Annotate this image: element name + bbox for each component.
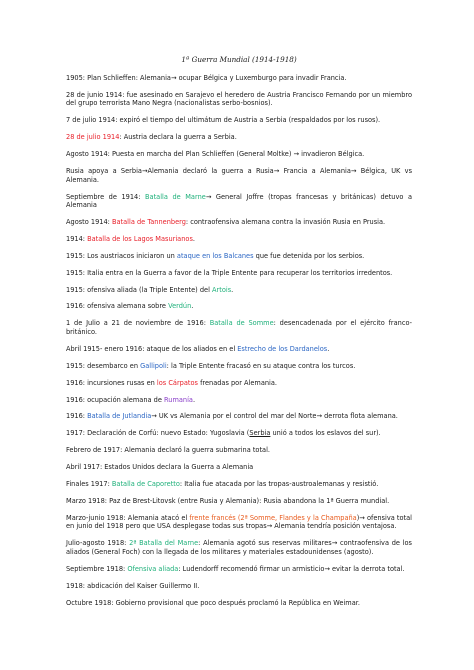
- entry-jutland: 1916: Batalla de Jutlandia→ UK vs Alemania por el control del mar del Norte→ derrota flota alemana.: [66, 412, 398, 421]
- entry-italy-1915: 1915: Italia entra en la Guerra a favor de la Triple Entente para recuperar los territorios irredentos.: [66, 268, 393, 277]
- entry-carpathians: 1916: incursiones rusas en los Cárpatos frenadas por Alemania.: [66, 378, 278, 387]
- arrow-icon: →: [331, 539, 338, 548]
- entry-july-7-1914: 7 de julio 1914: expiró el tiempo del ultimátum de Austria a Serbia (respaldados por los rusos).: [66, 116, 381, 125]
- entry-dardanelles: Abril 1915- enero 1916: ataque de los aliados en el Estrecho de los Dardanelos.: [66, 344, 330, 353]
- entry-june-1914: 28 de junio 1914: fue asesinado en Sarajevo el heredero de Austria Francisco Fernando por un miembro del grupo terrorista Mano Negra (nacionalistas serbo-bosnios).: [66, 90, 412, 108]
- entry-verdun: 1916: ofensiva alemana sobre Verdún.: [66, 302, 194, 311]
- arrow-icon: →: [293, 150, 300, 159]
- entry-artois: 1915: ofensiva aliada (la Triple Entente) del Artois.: [66, 285, 234, 294]
- entry-july-28-1914: 28 de julio 1914: Austria declara la guerra a Serbia.: [66, 133, 237, 142]
- arrow-icon: →: [350, 167, 357, 176]
- entry-aug-1914: Agosto 1914: Puesta en marcha del Plan Schlieffen (General Moltke) → invadieron Bélgica.: [66, 150, 365, 159]
- entry-romania: 1916: ocupación alemana de Rumanía.: [66, 395, 196, 404]
- entry-gallipoli: 1915: desembarco en Gallipoli: la Triple Entente fracasó en su ataque contra los turcos.: [66, 361, 356, 370]
- entry-apr-1917: Abril 1917: Estados Unidos declara la Guerra a Alemania: [66, 463, 254, 472]
- arrow-icon: →: [316, 412, 323, 421]
- document-title: 1ª Guerra Mundial (1914-1918): [181, 55, 297, 64]
- arrow-icon: →: [170, 74, 177, 82]
- arrow-icon: →: [324, 564, 330, 573]
- arrow-icon: →: [273, 167, 280, 176]
- arrow-icon: →: [205, 192, 212, 201]
- entry-russia-serbia: Rusia apoya a Serbia→Alemania declaró la guerra a Rusia→ Francia a Alemania→ Bélgica, UK vs Alemania.: [66, 167, 413, 184]
- entry-caporetto: Finales 1917: Batalla de Caporetto: Italia fue atacada por las tropas-austroalemanas y resistió.: [66, 479, 379, 488]
- entry-kaiser-abdication: 1918: abdicación del Kaiser Guillermo II.: [66, 581, 200, 590]
- entry-spring-offensive: Marzo-junio 1918: Alemania atacó el frente francés (2ª Somme, Flandes y la Champaña)→ ofensiva total en junio del 1918 pero que USA desplegase todas sus tropas→ Alemania tendría posición ventajosa.: [66, 513, 412, 531]
- entry-second-marne: Julio-agosto 1918: 2ª Batalla del Marne: Alemania agotó sus reservas militares→ contraofensiva de los aliados (General Foch) con la llegada de los militares y materiales estadounidenses (agosto).: [66, 539, 412, 556]
- entry-tannenberg: Agosto 1914: Batalla de Tannenberg: contraofensiva alemana contra la invasión Rusia en Prusia.: [66, 218, 386, 227]
- entry-allied-offensive: Septiembre 1918: Ofensiva aliada: Ludendorff recomendó firmar un armisticio→ evitar la derrota total.: [66, 564, 405, 573]
- entry-masurian-lakes: 1914: Batalla de los Lagos Masurianos.: [66, 234, 195, 243]
- entry-1905: 1905: Plan Schlieffen: Alemania→ ocupar Bélgica y Luxemburgo para invadir Francia.: [66, 74, 347, 82]
- arrow-icon: →: [151, 412, 157, 421]
- entry-corfu: 1917: Declaración de Corfú: nuevo Estado: Yugoslavia (Serbia unió a todos los eslavos del sur).: [66, 429, 381, 438]
- entry-marne-1914: Septiembre de 1914: Batalla de Marne→ General Joffre (tropas francesas y británicas) detuvo a Alemania: [66, 192, 413, 210]
- entry-weimar: Octubre 1918: Gobierno provisional que poco después proclamó la República en Weimar.: [66, 598, 360, 607]
- arrow-icon: →: [359, 513, 365, 522]
- entry-feb-1917: Febrero de 1917: Alemania declaró la guerra submarina total.: [66, 446, 271, 455]
- arrow-icon: →: [266, 522, 273, 531]
- arrow-icon: →: [141, 167, 148, 176]
- entry-somme: 1 de Julio a 21 de noviembre de 1916: Batalla de Somme: desencadenada por el ejército franco-británico.: [66, 319, 412, 336]
- entry-balkans-1915: 1915: Los austriacos iniciaron un ataque en los Balcanes que fue detenida por los serbios.: [66, 251, 365, 260]
- entry-brest-litovsk: Marzo 1918: Paz de Brest-Litovsk (entre Rusia y Alemania): Rusia abandona la 1ª Guerra mundial.: [66, 496, 390, 505]
